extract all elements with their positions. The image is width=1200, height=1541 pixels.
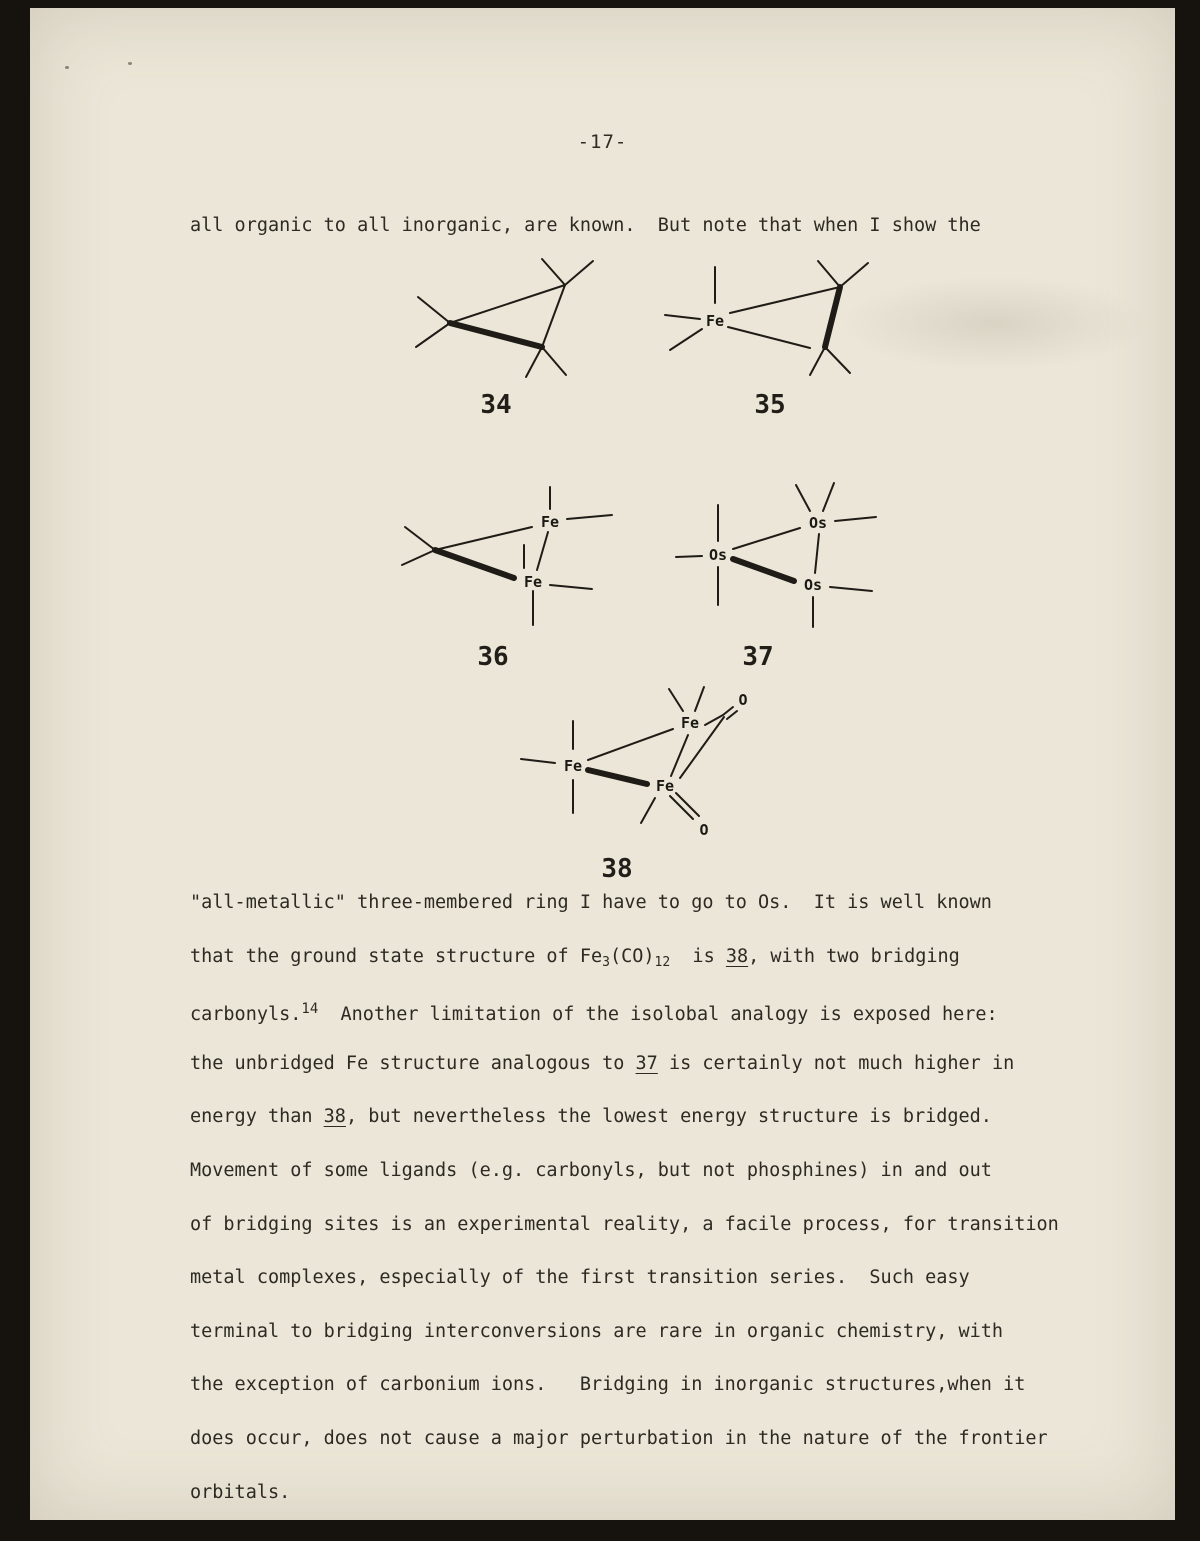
fe-atom-label: Fe [523, 573, 543, 591]
compound-ref-38: 38 [725, 945, 749, 967]
text-segment: does occur, does not cause a major perturbation in the nature of the frontier [190, 1427, 1048, 1449]
page-number: -17- [577, 131, 628, 153]
body-paragraph [190, 876, 1059, 1519]
text-line [190, 1358, 1059, 1412]
structure-34-diagram [410, 255, 620, 385]
text-segment: the exception of carbonium ions. Bridging in inorganic structures,when it [190, 1374, 1026, 1396]
reference-superscript: 14 [301, 1001, 319, 1018]
text-line [190, 1412, 1059, 1466]
compound-ref-38: 38 [323, 1106, 346, 1128]
text-segment: of bridging sites is an experimental reality, a facile process, for transition [190, 1213, 1059, 1235]
structure-37-bonds [676, 483, 876, 627]
scan-speck [65, 66, 69, 69]
os-atom-label: Os [808, 514, 828, 532]
text-segment: , but nevertheless the lowest energy structure is bridged. [345, 1106, 992, 1128]
subscript: 3 [602, 954, 610, 970]
subscript: 12 [654, 954, 671, 970]
text-line [190, 930, 1059, 984]
text-line [190, 1198, 1059, 1252]
text-segment: that the ground state structure of Fe [190, 945, 603, 967]
text-line [190, 1251, 1059, 1305]
text-line [190, 1466, 1059, 1520]
text-segment: is certainly not much higher in [657, 1052, 1015, 1074]
text-segment: Another limitation of the isolobal analogy is exposed here: [318, 1004, 998, 1026]
fe-atom-label: Fe [655, 777, 675, 795]
fe-atom-label: Fe [680, 714, 700, 732]
text-line [190, 1037, 1059, 1091]
fe-atom-label: Fe [705, 312, 725, 330]
structure-38-bonds [521, 687, 737, 823]
fe-atom-label: Fe [563, 757, 583, 775]
text-segment: the unbridged Fe structure analogous to [190, 1052, 636, 1074]
fe-atom-label: Fe [540, 513, 560, 531]
text-segment: energy than [190, 1106, 324, 1128]
text-segment: metal complexes, especially of the first transition series. Such easy [190, 1267, 970, 1289]
os-atom-label: Os [803, 576, 823, 594]
oxygen-atom-label: O [699, 821, 709, 839]
text-segment: is [670, 945, 726, 967]
text-segment: (CO) [609, 945, 655, 967]
structure-35-bonds [665, 261, 868, 375]
structure-36-bonds [402, 487, 612, 625]
text-segment: carbonyls. [190, 1004, 302, 1026]
text-line [190, 876, 1059, 930]
structure-38-diagram [505, 683, 805, 858]
structure-37-diagram [660, 475, 895, 635]
structure-34-label: 34 [480, 390, 512, 420]
text-segment: , with two bridging [748, 945, 960, 967]
structure-34-bonds [416, 259, 593, 377]
text-line [190, 1090, 1059, 1144]
structure-35-diagram [660, 255, 890, 385]
text-segment: "all-metallic" three-membered ring I have to go to Os. It is well known [190, 892, 992, 913]
text-line [190, 983, 1059, 1037]
scan-speck [128, 62, 132, 65]
intro-text: all organic to all inorganic, are known. But note that when I show the [190, 215, 981, 236]
text-segment: Movement of some ligands (e.g. carbonyls, but not phosphines) in and out [190, 1159, 992, 1181]
structure-36-label: 36 [477, 642, 509, 672]
oxygen-atom-label: O [738, 691, 748, 709]
os-atom-label: Os [708, 546, 728, 564]
compound-ref-37: 37 [635, 1052, 658, 1074]
text-segment: terminal to bridging interconversions are rare in organic chemistry, with [190, 1320, 1004, 1342]
structure-36-diagram [400, 475, 645, 635]
structure-35-label: 35 [754, 390, 786, 420]
text-line [190, 1144, 1059, 1198]
document-page [30, 8, 1175, 1520]
structure-37-label: 37 [742, 642, 774, 672]
text-line [190, 1305, 1059, 1359]
text-segment: orbitals. [190, 1481, 291, 1503]
structure-38-label: 38 [601, 854, 633, 884]
